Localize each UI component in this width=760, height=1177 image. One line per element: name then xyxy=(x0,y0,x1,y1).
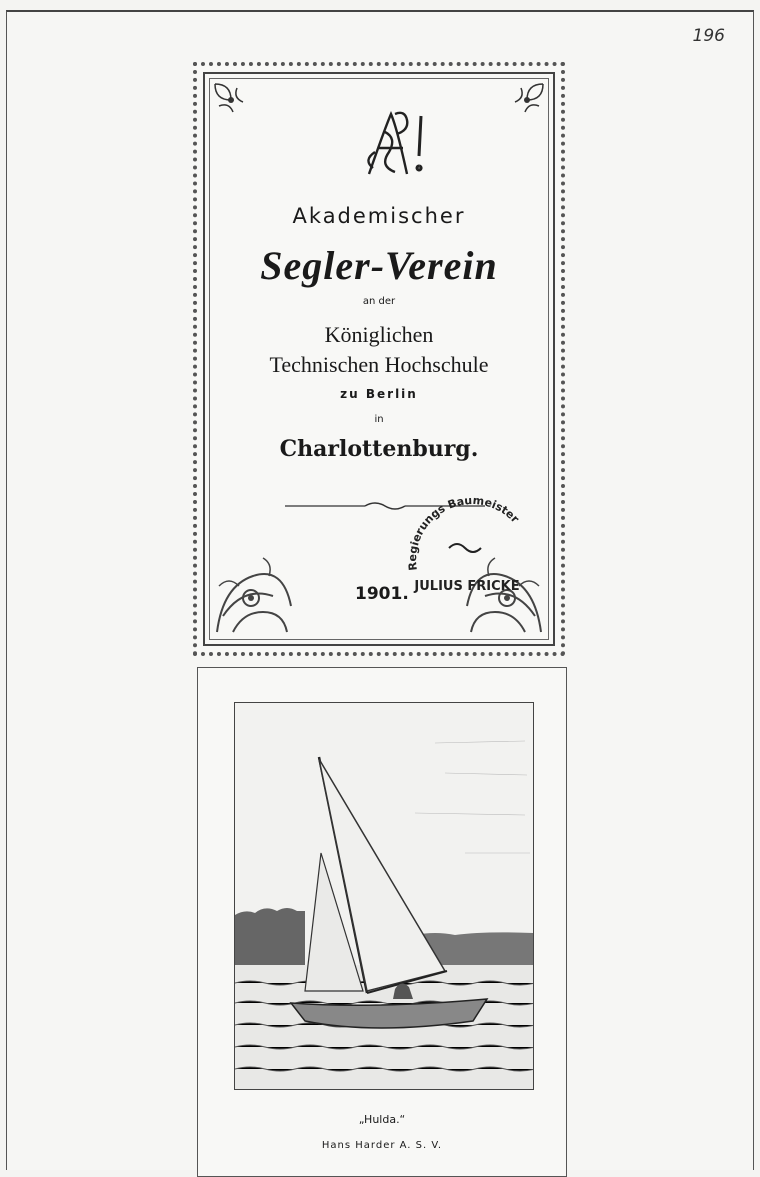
corner-ornament-icon xyxy=(507,80,547,120)
stamp-name: JULIUS FRICKE xyxy=(414,579,520,594)
location-line1: zu Berlin xyxy=(340,387,418,401)
publication-year: 1901. xyxy=(355,584,409,604)
stamp-arc-text: Regierungs Baumeister xyxy=(406,493,522,572)
club-name-line3: an der xyxy=(362,296,396,307)
svg-text:Regierungs Baumeister xyxy=(406,494,522,571)
photo-caption: „Hulda.“ xyxy=(358,1113,406,1126)
title-card xyxy=(193,62,565,656)
album-page xyxy=(6,10,754,1170)
architect-stamp xyxy=(397,490,537,600)
corner-ornament-icon xyxy=(211,80,251,120)
photo-card xyxy=(197,667,567,1177)
city-name: Charlottenburg. xyxy=(279,436,479,462)
club-name-line1: Akademischer xyxy=(292,204,466,228)
sailboat-photo xyxy=(234,702,534,1090)
page-number: 196 xyxy=(692,26,725,46)
institution-line2: Technischen Hochschule xyxy=(269,352,489,377)
club-name-line2: Segler-Verein xyxy=(260,243,498,288)
photo-credit: Hans Harder A. S. V. xyxy=(321,1140,443,1151)
location-line2: in xyxy=(374,414,384,425)
club-monogram-icon xyxy=(355,108,435,180)
floral-ornament-icon xyxy=(213,546,295,636)
institution-line1: Königlichen xyxy=(324,322,434,347)
card-frame xyxy=(203,72,555,646)
sailboat-image xyxy=(235,703,533,1089)
